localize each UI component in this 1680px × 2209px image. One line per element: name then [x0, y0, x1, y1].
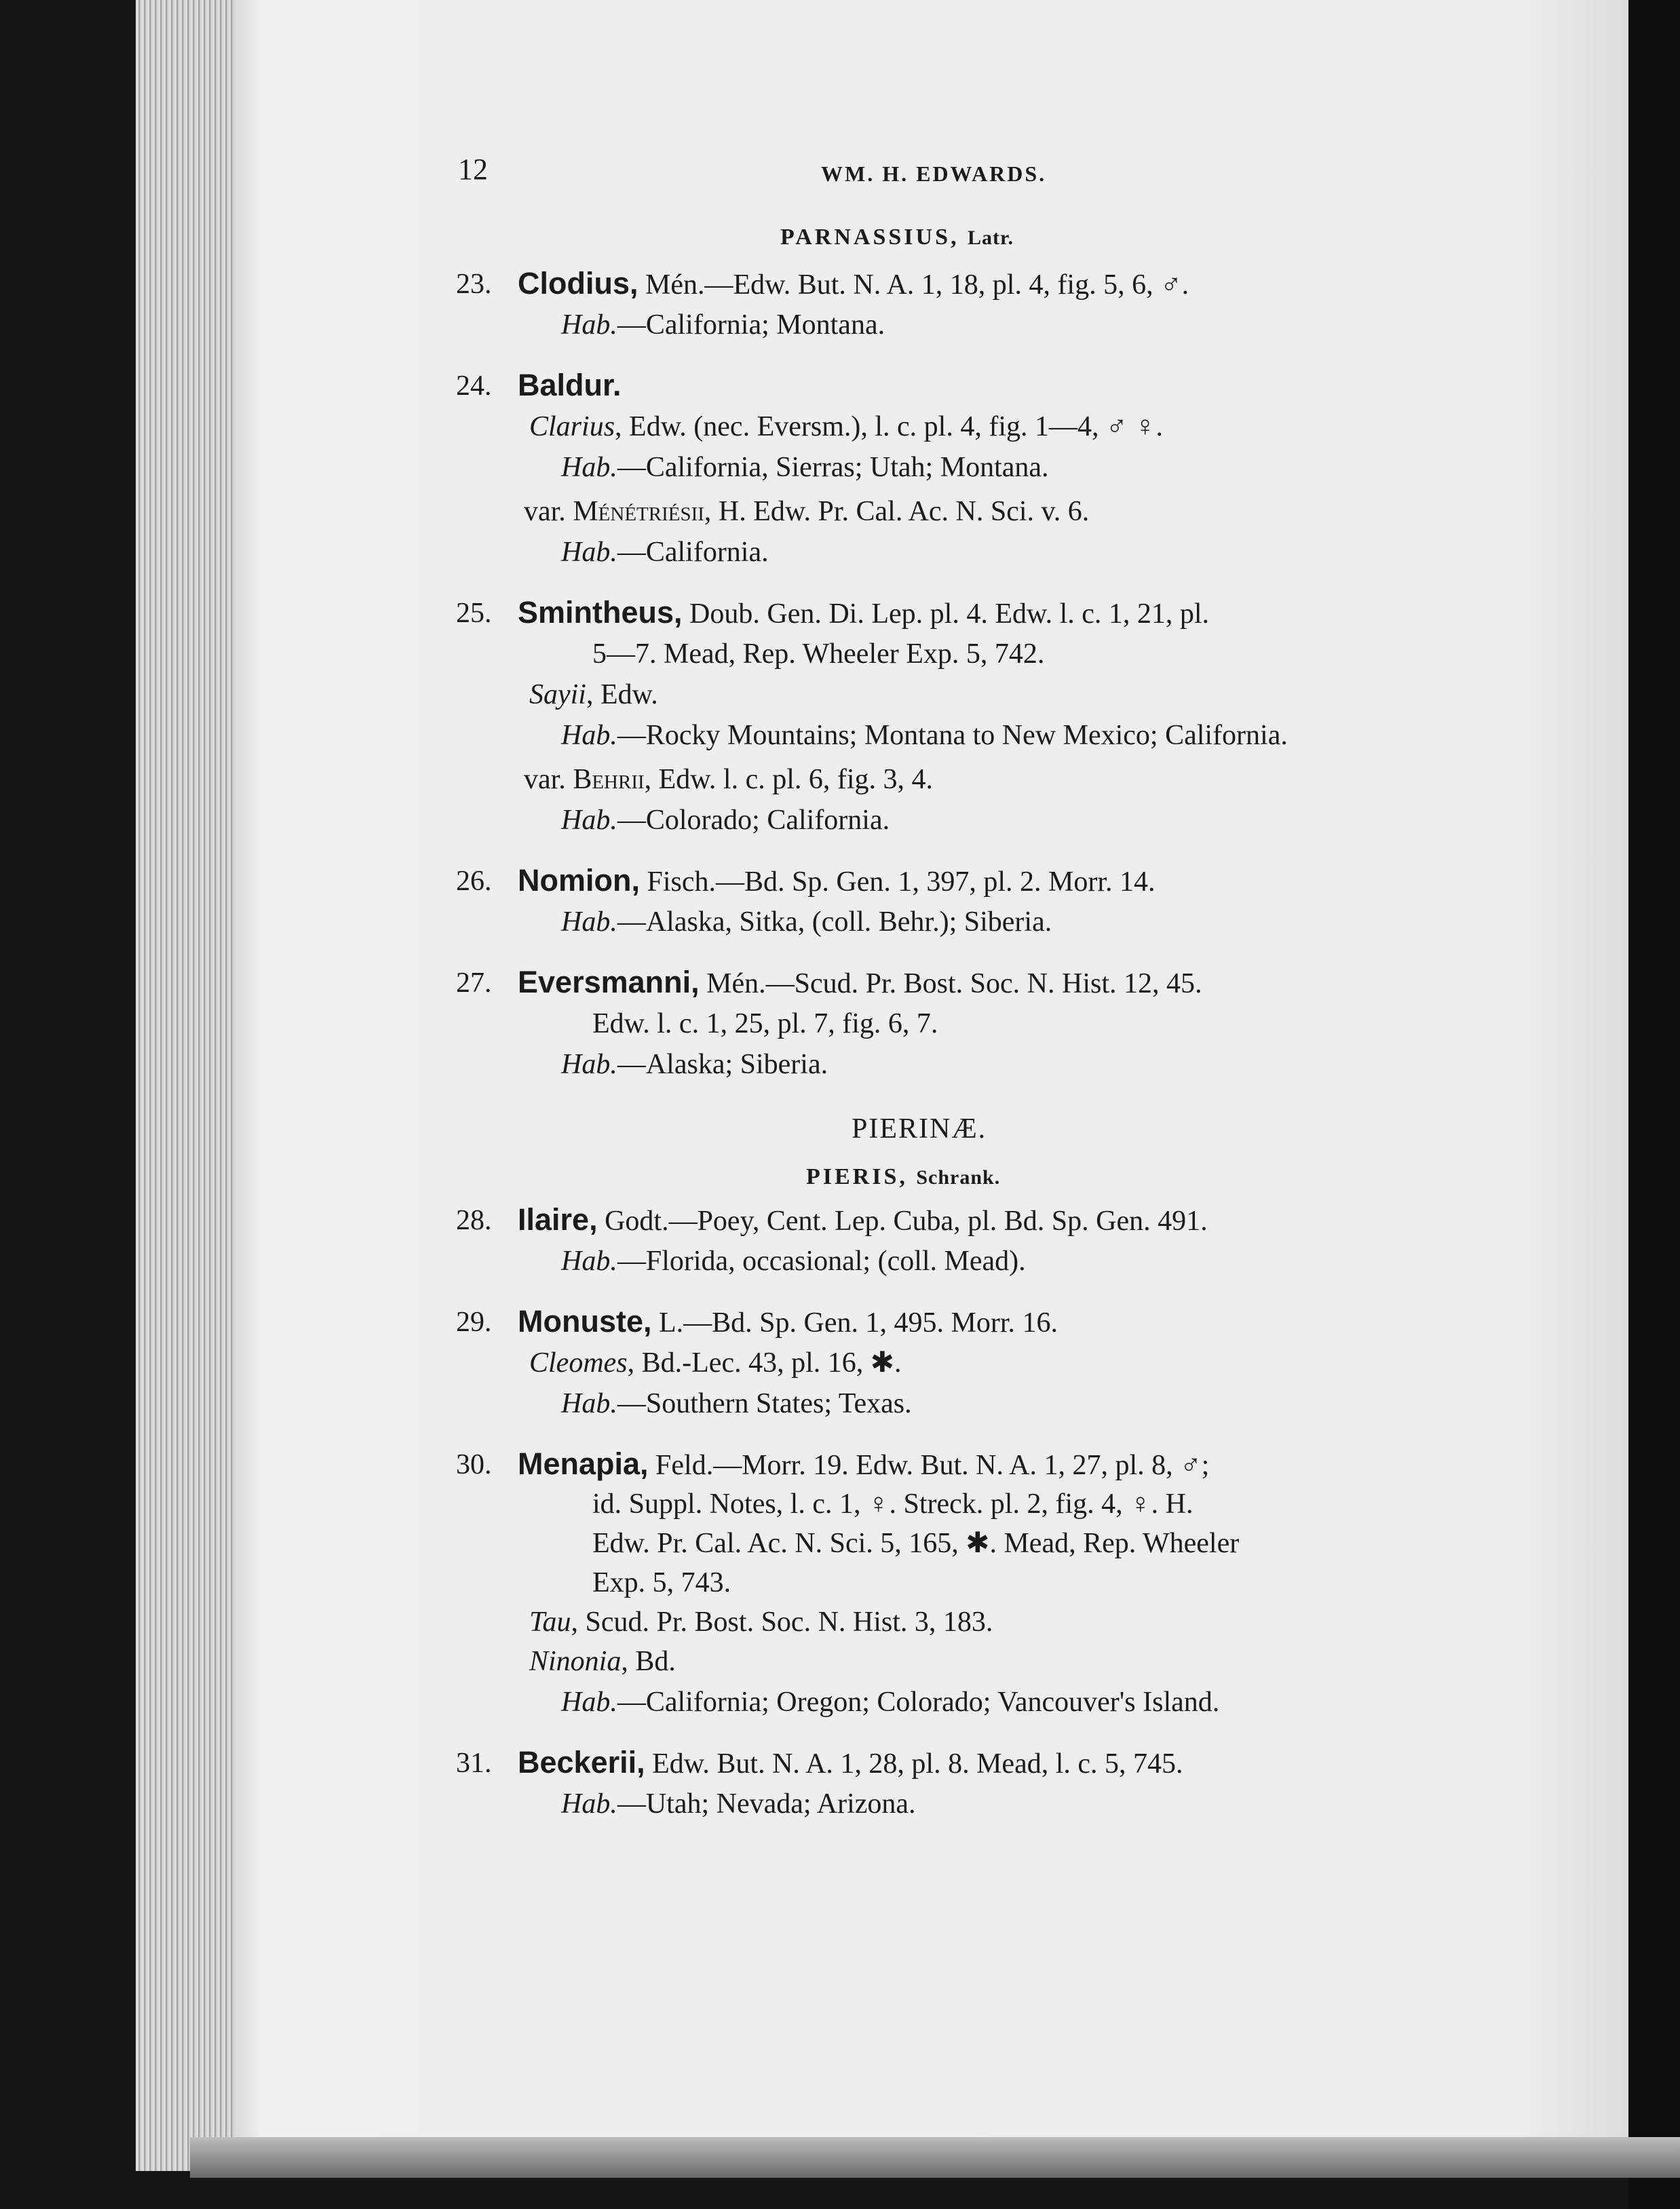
entry-number: 23.: [456, 269, 492, 300]
species-name: Monuste,: [518, 1304, 652, 1339]
entry-line: Beckerii, Edw. But. N. A. 1, 28, pl. 8. Mead, l. c. 5, 745.: [518, 1745, 1183, 1780]
habitat-line: Hab.—Florida, occasional; (coll. Mead).: [561, 1246, 1026, 1277]
entry-number: 29.: [456, 1307, 492, 1338]
entry-line: Exp. 5, 743.: [592, 1567, 731, 1598]
book-page-edges: [136, 0, 237, 2171]
habitat-line: Hab.—California, Sierras; Utah; Montana.: [561, 452, 1049, 483]
habitat-line: Hab.—California; Oregon; Colorado; Vancouver's Island.: [561, 1687, 1220, 1718]
entry-number: 25.: [456, 598, 492, 629]
variety-line: var. Behrii, Edw. l. c. pl. 6, fig. 3, 4.: [524, 764, 934, 795]
synonym-line: Ninonia, Bd.: [529, 1646, 676, 1677]
genus-author: Schrank.: [916, 1166, 1001, 1189]
species-name: Menapia,: [518, 1446, 649, 1481]
page-number: 12: [458, 153, 488, 186]
scan-background-right: [1628, 0, 1680, 2209]
habitat-line: Hab.—Rocky Mountains; Montana to New Mexico; California.: [561, 720, 1288, 751]
synonym-line: Sayii, Edw.: [529, 679, 658, 710]
entry-number: 24.: [456, 370, 492, 402]
species-name: Eversmanni,: [518, 965, 700, 999]
entry-line: [518, 370, 622, 401]
running-head: WM. H. EDWARDS.: [821, 161, 1047, 186]
entry-line: Eversmanni, Mén.—Scud. Pr. Bost. Soc. N. Hist. 12, 45.: [518, 965, 1202, 999]
page-bottom-edge: [190, 2137, 1680, 2178]
entry-number: 28.: [456, 1205, 492, 1236]
entry-number: 30.: [456, 1449, 492, 1480]
genus-heading: [780, 226, 1014, 249]
book-page: [234, 0, 1628, 2137]
species-name: Clodius,: [518, 266, 638, 301]
entry-line: Clodius, Mén.—Edw. But. N. A. 1, 18, pl. 4, fig. 5, 6, ♂.: [518, 266, 1189, 301]
entry-line: Edw. l. c. 1, 25, pl. 7, fig. 6, 7.: [592, 1008, 938, 1039]
habitat-line: Hab.—Colorado; California.: [561, 805, 890, 836]
habitat-line: Hab.—California.: [561, 537, 769, 568]
entry-line: Menapia, Feld.—Morr. 19. Edw. But. N. A. 1, 27, pl. 8, ♂;: [518, 1446, 1210, 1481]
genus-heading: [806, 1166, 1000, 1189]
habitat-line: Hab.—Alaska, Sitka, (coll. Behr.); Siberia.: [561, 906, 1052, 938]
variety-line: var. Ménétriésii, H. Edw. Pr. Cal. Ac. N. Sci. v. 6.: [524, 496, 1090, 527]
entry-line: Smintheus, Doub. Gen. Di. Lep. pl. 4. Edw. l. c. 1, 21, pl.: [518, 595, 1210, 630]
habitat-line: Hab.—Utah; Nevada; Arizona.: [561, 1788, 916, 1820]
genus-name: PARNASSIUS,: [780, 225, 959, 250]
entry-line: Nomion, Fisch.—Bd. Sp. Gen. 1, 397, pl. 2. Morr. 14.: [518, 863, 1156, 898]
synonym-line: Cleomes, Bd.-Lec. 43, pl. 16, ✱.: [529, 1347, 902, 1379]
subfamily-heading: PIERINÆ.: [852, 1113, 987, 1145]
entry-line: Edw. Pr. Cal. Ac. N. Sci. 5, 165, ✱. Mead, Rep. Wheeler: [592, 1528, 1240, 1559]
synonym-line: Tau, Scud. Pr. Bost. Soc. N. Hist. 3, 183.: [529, 1607, 993, 1638]
genus-name: PIERIS,: [806, 1164, 908, 1189]
species-name: Nomion,: [518, 863, 640, 898]
habitat-line: Hab.—California; Montana.: [561, 309, 885, 341]
entry-number: 31.: [456, 1748, 492, 1779]
species-name: Beckerii,: [518, 1745, 645, 1780]
entry-number: 27.: [456, 967, 492, 999]
entry-line: Ilaire, Godt.—Poey, Cent. Lep. Cuba, pl. Bd. Sp. Gen. 491.: [518, 1202, 1208, 1237]
synonym-line: Clarius, Edw. (nec. Eversm.), l. c. pl. 4, fig. 1—4, ♂ ♀.: [529, 411, 1163, 442]
species-name: Smintheus,: [518, 595, 683, 630]
entry-line: 5—7. Mead, Rep. Wheeler Exp. 5, 742.: [592, 638, 1045, 670]
habitat-line: Hab.—Alaska; Siberia.: [561, 1049, 828, 1080]
habitat-line: Hab.—Southern States; Texas.: [561, 1388, 912, 1419]
genus-author: Latr.: [967, 227, 1014, 249]
species-name: Ilaire,: [518, 1202, 598, 1237]
entry-number: 26.: [456, 866, 492, 897]
entry-line: Monuste, L.—Bd. Sp. Gen. 1, 495. Morr. 16.: [518, 1304, 1058, 1339]
entry-line: id. Suppl. Notes, l. c. 1, ♀. Streck. pl. 2, fig. 4, ♀. H.: [592, 1488, 1194, 1520]
species-name: Baldur.: [518, 368, 622, 402]
